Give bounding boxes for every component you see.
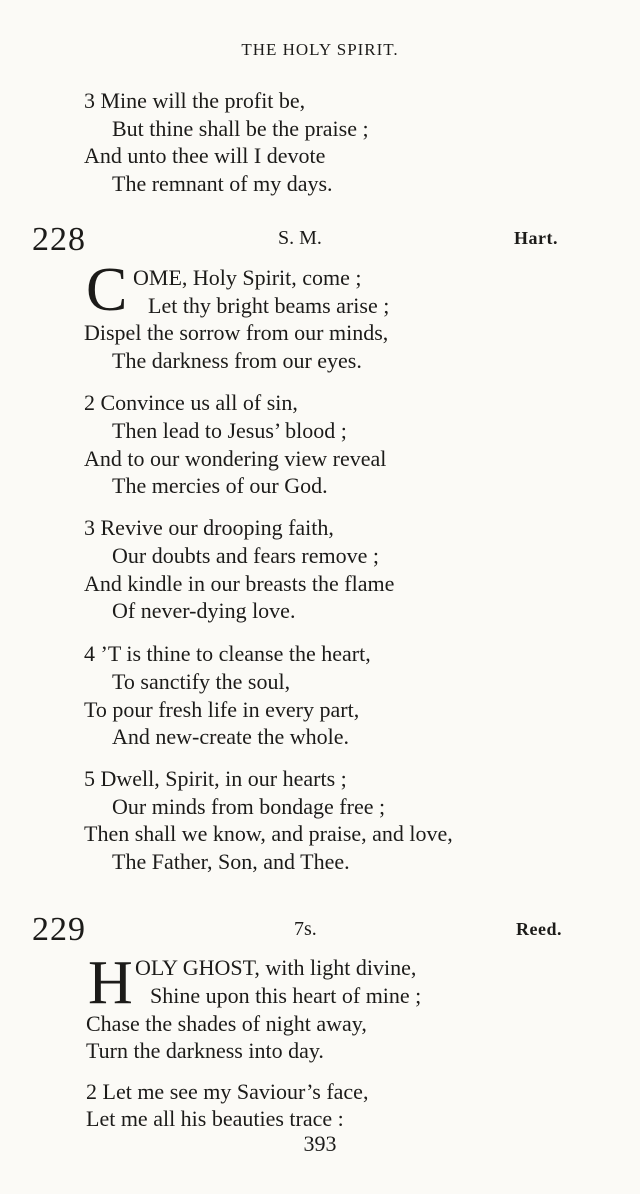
hymn-number: 229 — [32, 911, 86, 948]
verse-line: Dispel the sorrow from our minds, — [84, 320, 389, 345]
verse-line: Let thy bright beams arise ; — [148, 293, 390, 318]
verse-line: 2 Let me see my Saviour’s face, — [86, 1079, 369, 1104]
hymn-meter: 7s. — [294, 918, 317, 940]
verse-line: The darkness from our eyes. — [112, 348, 362, 373]
running-head: THE HOLY SPIRIT. — [241, 40, 399, 59]
verse-line: Of never-dying love. — [112, 598, 296, 623]
verse-line: 3 Mine will the profit be, — [84, 88, 306, 113]
verse-line: And new-create the whole. — [112, 724, 350, 749]
page-number: 393 — [303, 1131, 337, 1156]
hymn-tune: Hart. — [514, 228, 558, 248]
verse-line: 5 Dwell, Spirit, in our hearts ; — [84, 766, 347, 791]
verse-line: Let me all his beauties trace : — [86, 1106, 344, 1131]
verse-line: Our minds from bondage free ; — [112, 794, 386, 819]
verse-line: Our doubts and fears remove ; — [112, 543, 379, 568]
verse-line: Shine upon this heart of mine ; — [150, 983, 422, 1008]
verse-line: The Father, Son, and Thee. — [112, 849, 350, 874]
verse-line: To sanctify the soul, — [112, 669, 291, 694]
verse-line: Turn the darkness into day. — [86, 1038, 324, 1063]
verse-line: And kindle in our breasts the flame — [84, 571, 395, 596]
verse-line: 4 ’T is thine to cleanse the heart, — [84, 641, 371, 666]
verse-line: 2 Convince us all of sin, — [84, 390, 298, 415]
verse-line: Then shall we know, and praise, and love, — [84, 821, 453, 846]
hymn-number: 228 — [32, 221, 86, 258]
verse-line: To pour fresh life in every part, — [84, 697, 360, 722]
verse-line: And to our wondering view reveal — [84, 446, 387, 471]
drop-cap: H — [88, 949, 133, 1017]
verse-line: Chase the shades of night away, — [86, 1011, 367, 1036]
verse-line: The remnant of my days. — [112, 171, 333, 196]
verse-line: OME, Holy Spirit, come ; — [133, 265, 362, 290]
verse-line: And unto thee will I devote — [84, 143, 326, 168]
verse-line: 3 Revive our drooping faith, — [84, 515, 334, 540]
hymn-tune: Reed. — [516, 919, 562, 939]
hymn-meter: S. M. — [278, 227, 322, 249]
verse-line: Then lead to Jesus’ blood ; — [112, 418, 347, 443]
verse-line: OLY GHOST, with light divine, — [135, 955, 417, 980]
verse-line: But thine shall be the praise ; — [112, 116, 369, 141]
drop-cap: C — [86, 256, 128, 324]
verse-line: The mercies of our God. — [112, 473, 328, 498]
